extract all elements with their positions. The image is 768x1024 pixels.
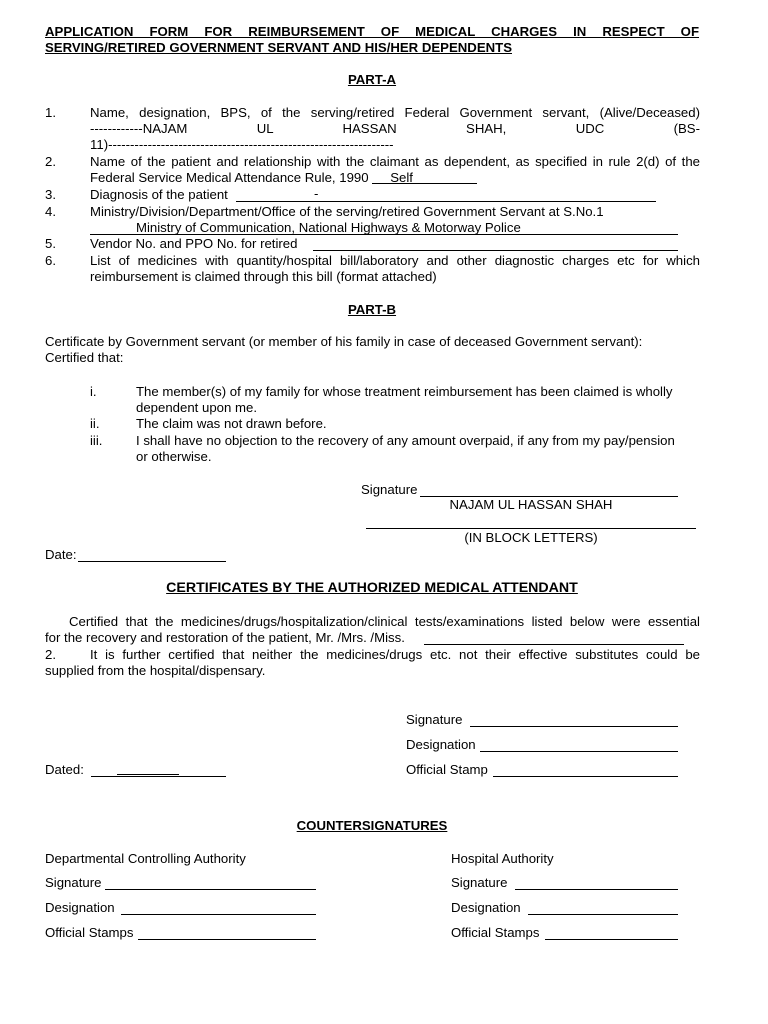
cert-i-number: i. — [90, 384, 97, 399]
ministry-value: Ministry of Communication, National Highways & Motorway Police — [136, 220, 521, 235]
hospital-stamps-label: Official Stamps — [451, 925, 540, 940]
item-6-line2: reimbursement is claimed through this bill (format attached) — [90, 269, 437, 284]
cert-i-line2: dependent upon me. — [136, 400, 257, 415]
cert-iii-number: iii. — [90, 433, 103, 448]
medical-para2-number: 2. — [45, 647, 56, 662]
hospital-designation-field[interactable] — [528, 914, 678, 915]
item-5-number: 5. — [45, 236, 56, 251]
form-title-line1: APPLICATION FORM FOR REIMBURSEMENT OF MEDICAL CHARGES IN RESPECT OF — [45, 24, 699, 39]
medical-certificate-heading: CERTIFICATES BY THE AUTHORIZED MEDICAL ATTENDANT — [166, 580, 578, 596]
medical-signature-label: Signature — [406, 712, 463, 727]
dept-stamps-label: Official Stamps — [45, 925, 134, 940]
relationship-field[interactable]: Self — [372, 171, 477, 184]
item-2-line2 — [90, 170, 477, 186]
hospital-stamps-field[interactable] — [545, 939, 678, 940]
countersignatures-heading: COUNTERSIGNATURES — [296, 818, 448, 833]
item-1-line1: Name, designation, BPS, of the serving/retired Federal Government servant, (Alive/Deceased) — [90, 105, 700, 120]
gov-signature-label: Signature — [361, 482, 418, 497]
hospital-signature-field[interactable] — [515, 889, 678, 890]
dept-signature-field[interactable] — [105, 889, 316, 890]
diagnosis-field[interactable] — [236, 201, 656, 202]
dept-designation-field[interactable] — [121, 914, 316, 915]
item-4-number: 4. — [45, 204, 56, 219]
form-title-line2: SERVING/RETIRED GOVERNMENT SERVANT AND HIS/HER DEPENDENTS — [45, 40, 512, 55]
medical-dated-label: Dated: — [45, 762, 84, 777]
medical-para1-line2: for the recovery and restoration of the patient, Mr. /Mrs. /Miss. — [45, 630, 405, 645]
medical-para2-line1: It is further certified that neither the medicines/drugs etc. not their effective substitutes could be — [90, 647, 700, 662]
block-letters-field[interactable] — [366, 528, 696, 529]
cert-iii-line1: I shall have no objection to the recovery of any amount overpaid, if any from my pay/pension — [136, 433, 675, 448]
part-b-heading: PART-B — [347, 302, 397, 317]
medical-designation-field[interactable] — [480, 751, 678, 752]
date-label: Date: — [45, 547, 77, 562]
block-letters-label: (IN BLOCK LETTERS) — [464, 530, 598, 545]
item-3-label: Diagnosis of the patient — [90, 187, 228, 202]
part-b-intro-line2: Certified that: — [45, 350, 124, 365]
diagnosis-value: - — [314, 186, 319, 201]
item-2-number: 2. — [45, 154, 56, 169]
medical-stamp-label: Official Stamp — [406, 762, 488, 777]
cert-ii-line1: The claim was not drawn before. — [136, 416, 327, 431]
medical-dated-underline-accent — [117, 774, 179, 775]
item-1-name-value: ------------NAJAM UL HASSAN SHAH, UDC (BS- — [90, 121, 700, 136]
item-6-number: 6. — [45, 253, 56, 268]
medical-para1-line1: Certified that the medicines/drugs/hospitalization/clinical tests/examinations listed below were essential — [69, 614, 700, 629]
cert-iii-line2: or otherwise. — [136, 449, 212, 464]
medical-para2-line2: supplied from the hospital/dispensary. — [45, 663, 266, 678]
medical-signature-field[interactable] — [470, 726, 678, 727]
date-field[interactable] — [78, 561, 226, 562]
part-b-intro-line1: Certificate by Government servant (or member of his family in case of deceased Government servant): — [45, 334, 643, 349]
medical-dated-field[interactable] — [91, 776, 226, 777]
dept-signature-label: Signature — [45, 875, 102, 890]
dept-stamps-field[interactable] — [138, 939, 316, 940]
hospital-designation-label: Designation — [451, 900, 521, 915]
part-a-heading: PART-A — [347, 72, 397, 87]
medical-designation-label: Designation — [406, 737, 476, 752]
medical-stamp-field[interactable] — [493, 776, 678, 777]
item-1-line3: 11)----------------------------------------------------------------- — [90, 137, 394, 152]
hospital-authority-title: Hospital Authority — [451, 851, 554, 866]
item-5-label: Vendor No. and PPO No. for retired — [90, 236, 298, 251]
departmental-authority-title: Departmental Controlling Authority — [45, 851, 246, 866]
cert-i-line1: The member(s) of my family for whose treatment reimbursement has been claimed is wholly — [136, 384, 673, 399]
dept-designation-label: Designation — [45, 900, 115, 915]
item-3-number: 3. — [45, 187, 56, 202]
item-1-name-line — [90, 121, 700, 137]
gov-signature-name: NAJAM UL HASSAN SHAH — [449, 497, 613, 512]
item-1-number: 1. — [45, 105, 56, 120]
vendor-ppo-field[interactable] — [313, 250, 678, 251]
item-2-line1: Name of the patient and relationship with the claimant as dependent, as specified in rule 2(d) of the — [90, 154, 700, 169]
patient-name-field[interactable] — [424, 644, 684, 645]
item-6-line1: List of medicines with quantity/hospital bill/laboratory and other diagnostic charges etc for which — [90, 253, 700, 268]
hospital-signature-label: Signature — [451, 875, 508, 890]
item-2-line2-label: Federal Service Medical Attendance Rule, 1990 — [90, 170, 369, 185]
item-4-label: Ministry/Division/Department/Office of the serving/retired Government Servant at S.No.1 — [90, 204, 604, 219]
cert-ii-number: ii. — [90, 416, 100, 431]
